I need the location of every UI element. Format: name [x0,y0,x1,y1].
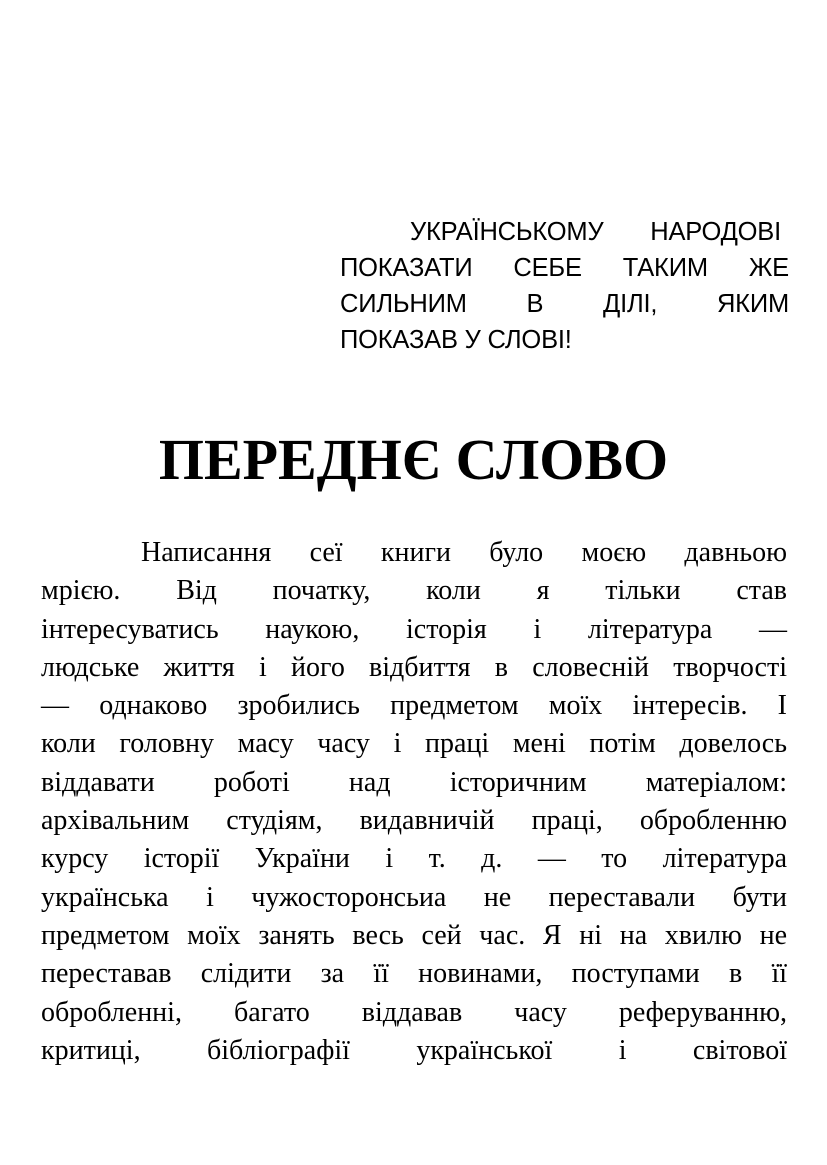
epigraph-line: СИЛЬНИМ В ДІЛІ, ЯКИМ [340,290,789,318]
body-line: архівальним студіям, видавничій праці, обробленню [41,805,787,837]
epigraph [340,214,789,358]
body-line: предметом моїх занять весь сей час. Я ні на хвилю не [41,919,787,951]
body-line: віддавати роботі над історичним матеріалом: [41,766,787,798]
body-line: критиці, бібліографії української і світової [41,1034,787,1066]
body-line: українська і чужосторонсьиа не переставали бути [41,881,787,913]
body-line: людське життя і його відбиття в словесній творчості [41,651,787,683]
body-line: обробленні, багато віддавав часу реферуванню, [41,996,787,1028]
body-line: переставав слідити за її новинами, поступами в її [41,958,787,990]
body-paragraph [41,534,787,1070]
page-title: ПЕРЕДНЄ СЛОВО [158,427,669,492]
body-line: мрією. Від початку, коли я тільки став [41,575,787,607]
body-line: коли головну масу часу і праці мені потім довелось [41,728,787,760]
body-line: курсу історії України і т. д. — то література [41,843,787,875]
epigraph-line: УКРАЇНСЬКОМУ НАРОДОВІ [410,218,781,246]
body-line: інтересуватись наукою, історія і література — [41,613,787,645]
body-line: Написання сеї книги було моєю давньою [141,537,787,568]
body-line: — однаково зробились предметом моїх інтересів. І [41,690,787,722]
epigraph-line: ПОКАЗАТИ СЕБЕ ТАКИМ ЖЕ [340,254,789,282]
epigraph-line: ПОКАЗАВ У СЛОВІ! [340,326,572,354]
